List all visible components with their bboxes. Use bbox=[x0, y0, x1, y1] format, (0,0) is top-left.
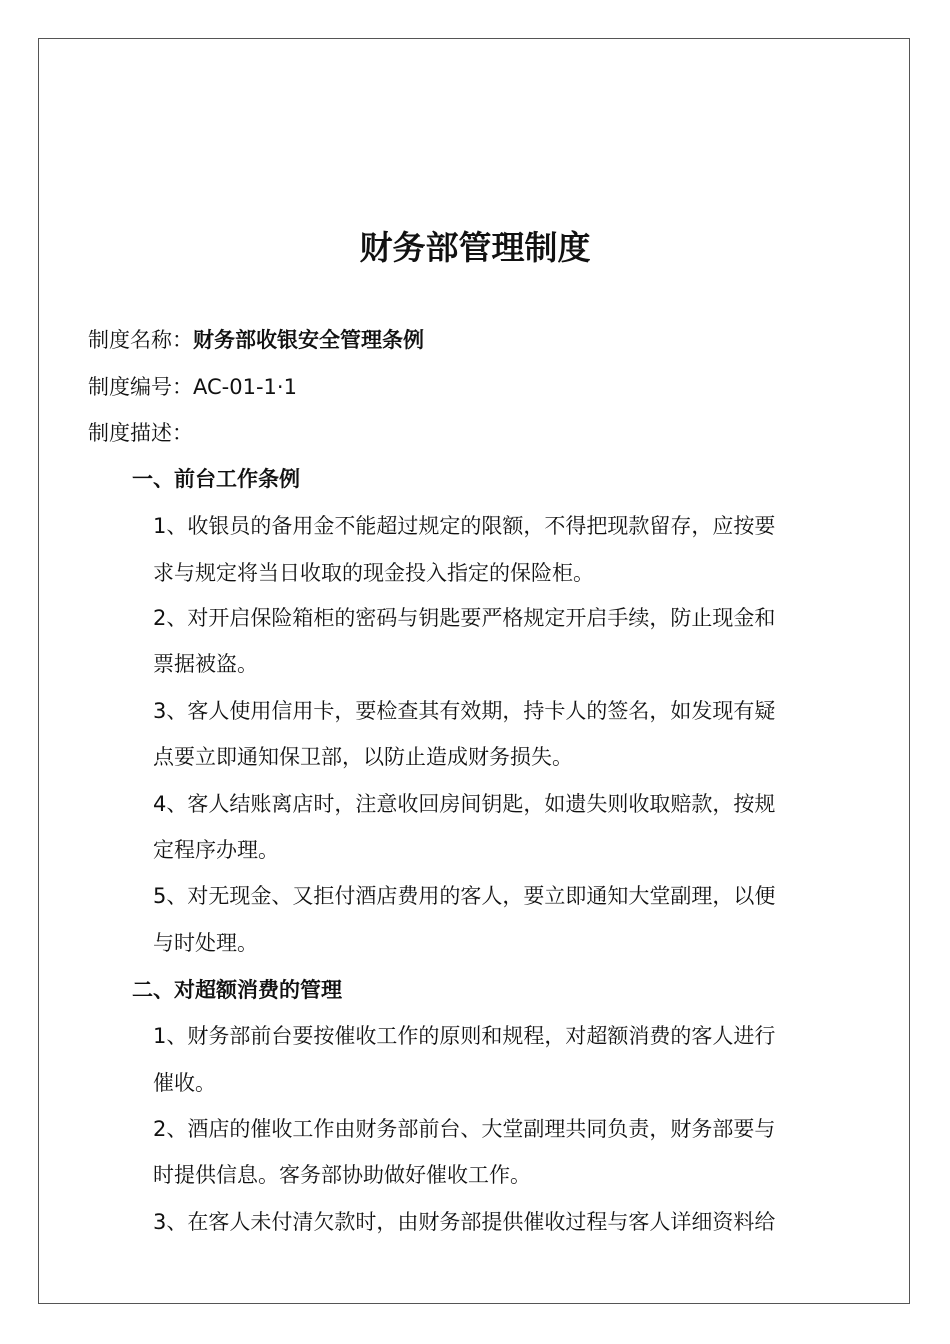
list-item-line: 3、在客人未付清欠款时，由财务部提供催收过程与客人详细资料给 bbox=[153, 1210, 776, 1234]
list-item-line: 票据被盗。 bbox=[153, 652, 258, 676]
list-item-line: 点要立即通知保卫部，以防止造成财务损失。 bbox=[153, 745, 573, 769]
policy-code-value: AC-01-1·1 bbox=[193, 375, 297, 399]
policy-name-row bbox=[88, 325, 424, 355]
list-item-line: 催收。 bbox=[153, 1071, 216, 1095]
list-item-line: 5、对无现金、又拒付酒店费用的客人，要立即通知大堂副理，以便 bbox=[153, 884, 776, 908]
policy-code-row bbox=[88, 372, 297, 402]
policy-name-label: 制度名称： bbox=[88, 328, 193, 352]
list-item-line: 2、对开启保险箱柜的密码与钥匙要严格规定开启手续，防止现金和 bbox=[153, 606, 776, 630]
list-item-line: 2、酒店的催收工作由财务部前台、大堂副理共同负责，财务部要与 bbox=[153, 1117, 776, 1141]
list-item-line: 求与规定将当日收取的现金投入指定的保险柜。 bbox=[153, 561, 594, 585]
policy-name-value: 财务部收银安全管理条例 bbox=[193, 328, 424, 352]
list-item-line: 定程序办理。 bbox=[153, 838, 279, 862]
policy-description-label: 制度描述： bbox=[88, 421, 193, 445]
policy-code-label: 制度编号： bbox=[88, 375, 193, 399]
list-item-line: 与时处理。 bbox=[153, 931, 258, 955]
list-item-line: 4、客人结账离店时，注意收回房间钥匙，如遗失则收取赔款，按规 bbox=[153, 792, 776, 816]
list-item-line: 时提供信息。客务部协助做好催收工作。 bbox=[153, 1163, 531, 1187]
section-heading: 二、对超额消费的管理 bbox=[132, 978, 342, 1002]
list-item-line: 1、财务部前台要按催收工作的原则和规程，对超额消费的客人进行 bbox=[153, 1024, 776, 1048]
list-item-line: 1、收银员的备用金不能超过规定的限额，不得把现款留存，应按要 bbox=[153, 514, 776, 538]
section-heading: 一、前台工作条例 bbox=[132, 467, 300, 491]
document-title: 财务部管理制度 bbox=[359, 228, 591, 267]
list-item-line: 3、客人使用信用卡，要检查其有效期，持卡人的签名，如发现有疑 bbox=[153, 699, 776, 723]
